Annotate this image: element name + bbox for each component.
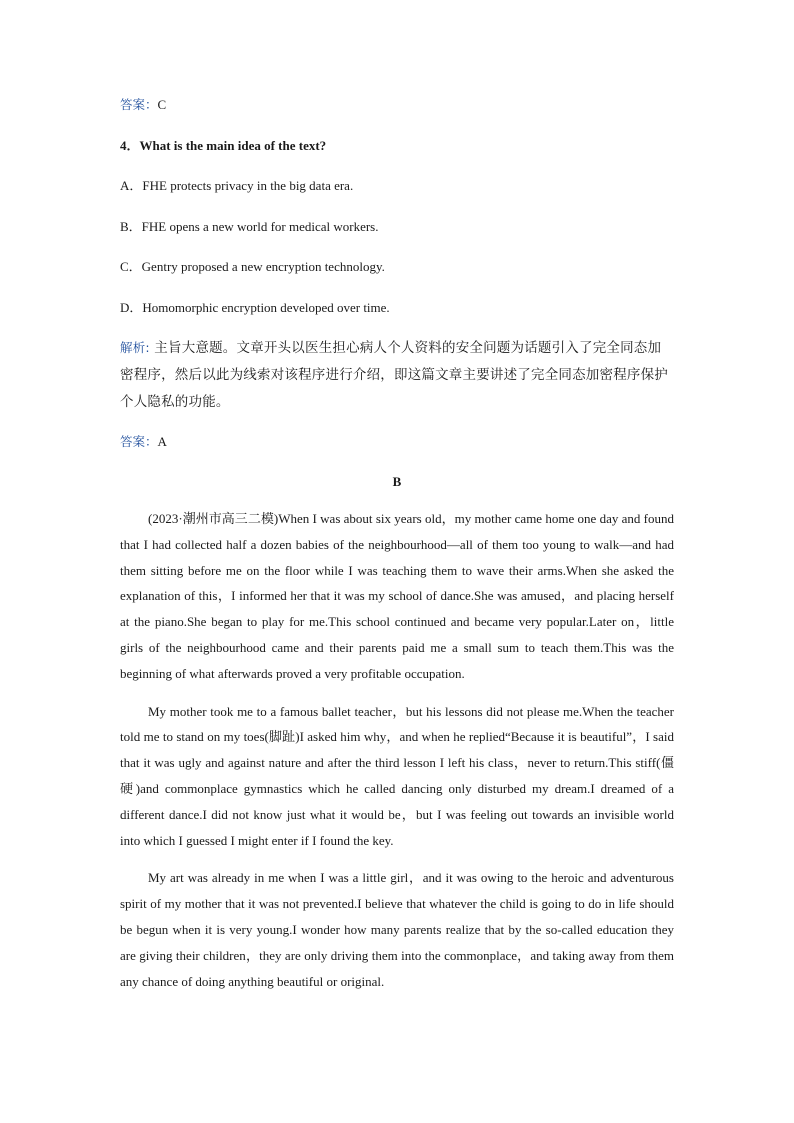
option-d: D．Homomorphic encryption developed over time. (120, 300, 390, 315)
answer-label: 答案： (120, 434, 158, 449)
answer-value: C (157, 97, 167, 112)
passage-paragraph-1: (2023·潮州市高三二模)When I was about six years old，my mother came home one day and found that I had collected half a dozen babies of the neighbourhood—all of them too young to walk—and had them sitting before me on the floor while I was teaching them to wave their arms.When she asked the explanation of this，I informed her that it was my school of dance.She was amused，and placing herself at the piano.She began to play for me.This school continued and became very popular.Later on，little girls of the neighbourhood came and their parents paid me a small sum to teach them.This was the beginning of what afterwards proved a very profitable occupation. (120, 511, 674, 681)
option-c: C．Gentry proposed a new encryption technology. (120, 259, 385, 274)
analysis-label: 解析: (120, 340, 150, 355)
question-4-title: 4．What is the main idea of the text? (120, 138, 327, 153)
passage-paragraph-2: My mother took me to a famous ballet teacher，but his lessons did not please me.When the teacher told me to stand on my toes(脚趾)I asked him why，and when he replied“Because it is beautiful”，I said that it was ugly and against nature and after the third lesson I left his class，never to return.This stiff(僵硬)and commonplace gymnastics which he called dancing only disturbed my dream.I dreamed of a different dance.I did not know just what it would be，but I was feeling out towards an invisible world into which I guessed I might enter if I found the key. (120, 703, 674, 848)
answer-value: A (157, 434, 167, 449)
answer-label: 答案： (120, 97, 158, 112)
answer-4 (120, 433, 674, 451)
analysis-4 (120, 334, 674, 416)
document-page (120, 96, 674, 994)
section-title: B (392, 474, 402, 489)
option-a: A．FHE protects privacy in the big data era. (120, 178, 354, 193)
analysis-text: 主旨大意题。文章开头以医生担心病人个人资料的安全问题为话题引入了完全同态加密程序，然后以此为线索对该程序进行介绍，即这篇文章主要讲述了完全同态加密程序保护个人隐私的功能。 (120, 340, 668, 410)
passage-paragraph-3: My art was already in me when I was a little girl，and it was owing to the heroic and adventurous spirit of my mother that it was not prevented.I believe that whatever the child is going to do in life should be begun when it is very young.I wonder how many parents realize that by the so-called education they are giving their children，they are only driving them into the commonplace，and taking away from them any chance of doing anything beautiful or original. (120, 870, 674, 989)
option-b: B．FHE opens a new world for medical workers. (120, 219, 379, 234)
answer-3 (120, 96, 674, 114)
